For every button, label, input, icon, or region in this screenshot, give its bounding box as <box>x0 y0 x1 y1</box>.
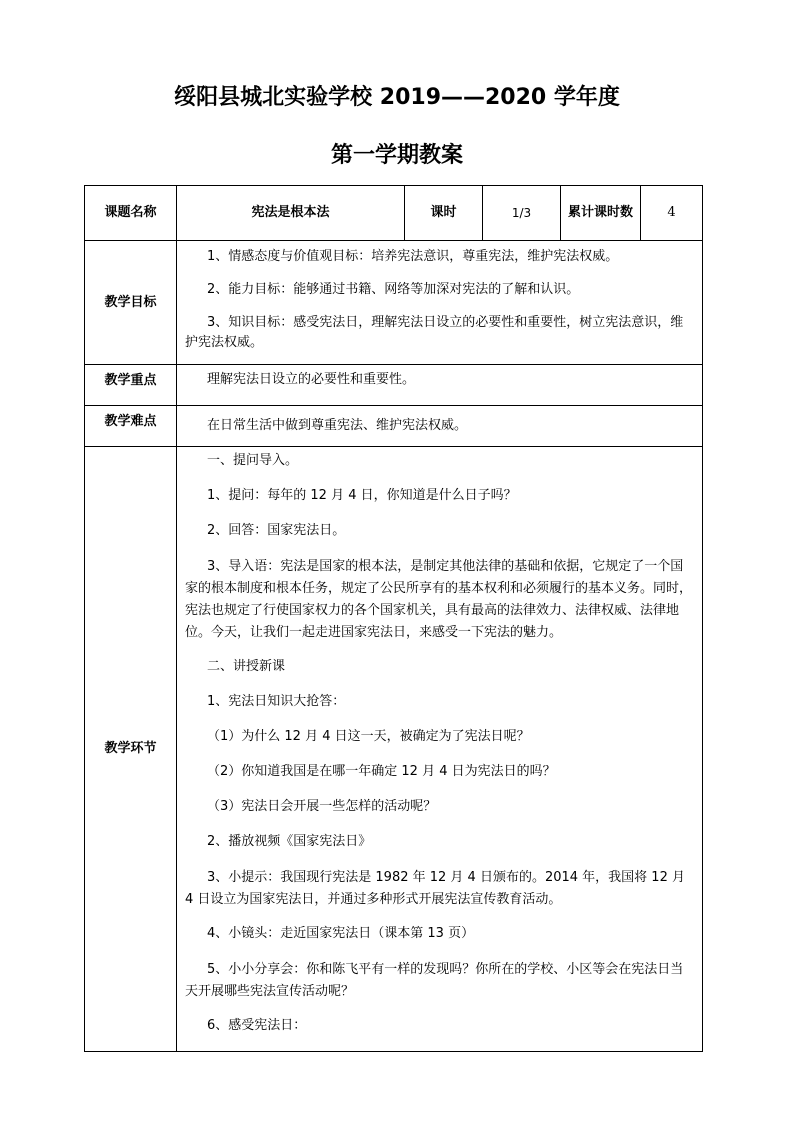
document-title: 绥阳县城北实验学校 2019——2020 学年度 <box>174 85 620 110</box>
step-item: 一、提问导入。 <box>207 453 299 468</box>
difficulties-label: 教学难点 <box>85 406 177 447</box>
difficulties-row <box>85 406 703 447</box>
step-item: 5、小小分享会：你和陈飞平有一样的发现吗？你所在的学校、小区等会在宪法日当天开展哪些宪法宣传活动呢？ <box>185 962 684 999</box>
step-item: （3）宪法日会开展一些怎样的活动呢？ <box>207 799 437 814</box>
lesson-plan-table <box>84 185 703 1052</box>
goal-item: 1、情感态度与价值观目标：培养宪法意识，尊重宪法，维护宪法权威。 <box>207 249 619 264</box>
goals-content <box>177 241 703 365</box>
period-label: 课时 <box>405 186 483 241</box>
step-item: 二、讲授新课 <box>207 659 286 674</box>
step-item: 1、提问：每年的 12 月 4 日，你知道是什么日子吗？ <box>207 488 517 503</box>
difficulties-content <box>177 406 703 447</box>
goal-item: 2、能力目标：能够通过书籍、网络等加深对宪法的了解和认识。 <box>207 282 580 297</box>
total-periods-value: 4 <box>641 186 703 241</box>
steps-label: 教学环节 <box>85 447 177 1052</box>
step-item: 3、小提示：我国现行宪法是 1982 年 12 月 4 日颁布的。2014 年，我国将 12 月 4 日设立为国家宪法日，并通过多种形式开展宪法宣传教育活动。 <box>185 870 685 907</box>
step-item: 1、宪法日知识大抢答： <box>207 694 346 709</box>
period-value: 1/3 <box>483 186 561 241</box>
goal-item: 3、知识目标：感受宪法日，理解宪法日设立的必要性和重要性，树立宪法意识，维护宪法权威。 <box>185 315 684 350</box>
course-name-value: 宪法是根本法 <box>177 186 405 241</box>
goals-row <box>85 241 703 365</box>
goals-label: 教学目标 <box>85 241 177 365</box>
step-item: 3、导入语：宪法是国家的根本法，是制定其他法律的基础和依据，它规定了一个国家的根本制度和根本任务，规定了公民所享有的基本权利和必须履行的基本义务。同时，宪法也规定了行使国家权力的各个国家机关，具有最高的法律效力、法律权威、法律地位。今天，让我们一起走进国家宪法日，来感受一下宪法的魅力。 <box>185 559 693 640</box>
step-item: （2）你知道我国是在哪一年确定 12 月 4 日为宪法日的吗？ <box>207 764 556 779</box>
document-subtitle: 第一学期教案 <box>330 143 463 168</box>
course-name-label: 课题名称 <box>85 186 177 241</box>
steps-row <box>85 447 703 1052</box>
header-row <box>85 186 703 241</box>
total-periods-label: 累计课时数 <box>561 186 641 241</box>
step-item: 2、回答：国家宪法日。 <box>207 523 346 538</box>
key-points-text: 理解宪法日设立的必要性和重要性。 <box>207 372 416 387</box>
steps-content <box>177 447 703 1052</box>
difficulties-text: 在日常生活中做到尊重宪法、维护宪法权威。 <box>207 418 468 433</box>
step-item: 2、播放视频《国家宪法日》 <box>207 834 372 849</box>
key-points-content <box>177 365 703 406</box>
step-item: （1）为什么 12 月 4 日这一天，被确定为了宪法日呢？ <box>207 729 530 744</box>
key-points-row <box>85 365 703 406</box>
key-points-label: 教学重点 <box>85 365 177 406</box>
step-item: 6、感受宪法日： <box>207 1018 307 1033</box>
step-item: 4、小镜头：走近国家宪法日（课本第 13 页） <box>207 926 475 941</box>
